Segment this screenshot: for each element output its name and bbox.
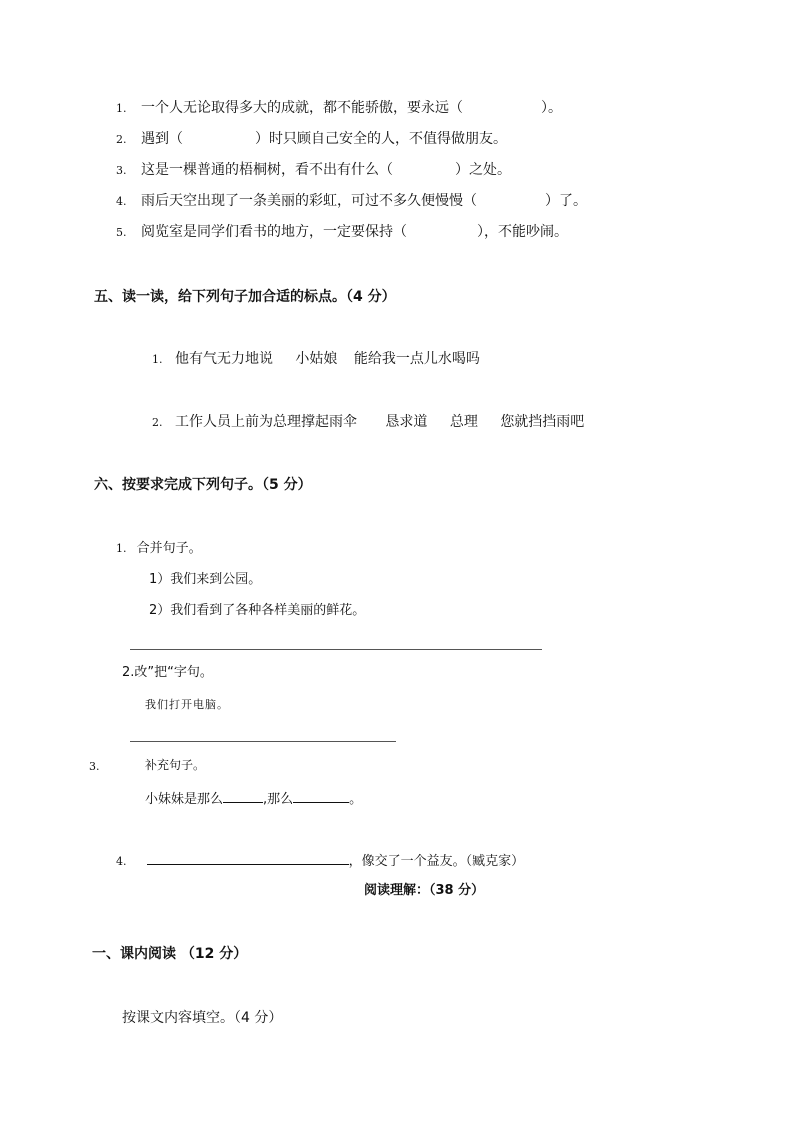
q2-sentence: 我们打开电脑。 (145, 698, 229, 711)
section5-heading: 五、读一读，给下列句子加合适的标点。（4 分） (94, 289, 396, 305)
item-number: 2. (116, 133, 127, 146)
sentence-part: 恳求道 (385, 414, 428, 430)
item-text-after: ）了。 (544, 193, 587, 209)
q3-blank-1[interactable] (223, 788, 263, 803)
item-text-before: 阅览室是同学们看书的地方，一定要保持（ (140, 224, 407, 240)
reading-instruction: 按课文内容填空。（4 分） (122, 1010, 283, 1026)
q2-answer-line[interactable] (130, 741, 396, 742)
q1-answer-line[interactable] (130, 649, 542, 650)
fill-item-4 (116, 191, 587, 212)
fill-item-1 (116, 98, 562, 119)
punctuation-item-2 (152, 412, 584, 433)
sentence-part: 总理 (449, 414, 478, 430)
item-text-after: ）时只顾自己安全的人，不值得做朋友。 (254, 131, 507, 147)
fill-item-2 (116, 129, 507, 150)
q1-label (116, 540, 202, 558)
item-text-before: 雨后天空出现了一条美丽的彩虹，可过不多久便慢慢（ (140, 193, 477, 209)
q3-blank-2[interactable] (293, 788, 349, 803)
reading-heading: 阅读理解：（38 分） (364, 883, 485, 898)
sentence-part: 能给我一点儿水喝吗 (353, 351, 480, 367)
item-number: 1. (152, 353, 163, 366)
q1-sentence-2: 2）我们看到了各种各样美丽的鲜花。 (149, 603, 366, 618)
q4-blank[interactable] (147, 850, 349, 865)
item-text-before: 这是一棵普通的梧桐树，看不出有什么（ (140, 162, 393, 178)
item-number: 4. (116, 855, 127, 868)
q3-sentence (145, 788, 362, 809)
q3-text-part: 小妹妹是那么 (145, 792, 224, 807)
q3-text-part: 。 (349, 792, 363, 807)
q4-text: ，像交了一个益友。（臧克家） (348, 854, 525, 869)
section6-heading: 六、按要求完成下列句子。（5 分） (94, 477, 312, 493)
item-number: 2. (152, 416, 163, 429)
fill-item-3 (116, 160, 511, 181)
item-number: 1. (116, 542, 127, 555)
q3-text-part: ,那么 (263, 792, 294, 807)
reading-part1-heading: 一、课内阅读 （12 分） (92, 946, 248, 962)
punctuation-item-1 (152, 349, 480, 370)
sentence-part: 他有气无力地说 (174, 351, 273, 367)
item-number: 1. (116, 102, 127, 115)
item-number: 5. (116, 226, 127, 239)
q3-label: 补充句子。 (145, 758, 206, 772)
sentence-part: 您就挡挡雨吧 (500, 414, 585, 430)
item-text-after: ），不能吵闹。 (476, 224, 568, 240)
item-text-before: 一个人无论取得多大的成就，都不能骄傲，要永远（ (140, 100, 463, 116)
fill-item-5 (116, 222, 568, 243)
item-text-before: 遇到（ (140, 131, 183, 147)
q4-line (116, 850, 524, 871)
q1-label-text: 合并句子。 (136, 541, 202, 556)
item-text-after: ）之处。 (454, 162, 511, 178)
sentence-part: 小姑娘 (295, 351, 338, 367)
item-text-after: ）。 (540, 100, 562, 116)
item-number: 3. (116, 164, 127, 177)
q1-sentence-1: 1）我们来到公园。 (149, 572, 262, 587)
item-number: 4. (116, 195, 127, 208)
q2-label: 2.改”把“字句。 (122, 665, 213, 680)
q3-number: 3. (89, 760, 100, 773)
sentence-part: 工作人员上前为总理撑起雨伞 (174, 414, 357, 430)
